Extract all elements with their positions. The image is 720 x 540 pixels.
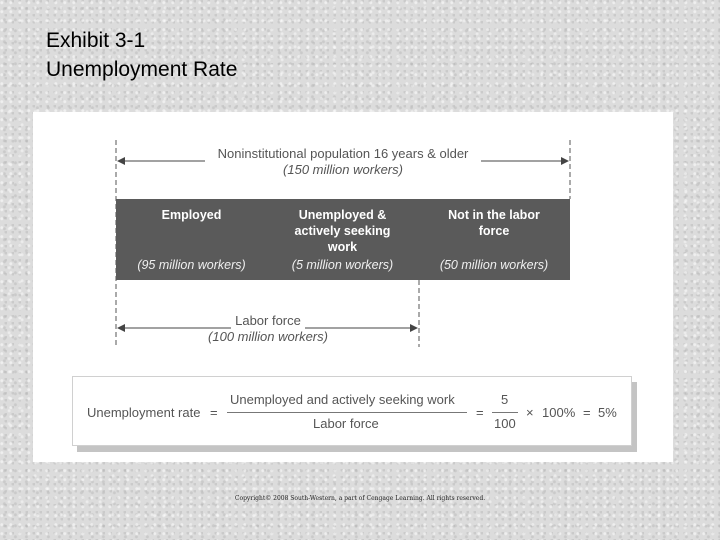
formula-value-bar — [492, 412, 518, 413]
formula-box — [72, 376, 632, 446]
formula-equals-2: = — [476, 405, 484, 420]
labor-category-table — [116, 199, 570, 280]
title-line-exhibit: Exhibit 3-1 — [46, 29, 146, 52]
formula-result: 5% — [598, 405, 617, 420]
exhibit-panel — [33, 112, 673, 462]
formula-equals-3: = — [583, 405, 591, 420]
column-value-employed: (95 million workers) — [137, 258, 246, 272]
copyright-notice: Copyright© 2008 South-Western, a part of Cengage Learning. All rights reserved. — [234, 495, 486, 502]
formula-equals-1: = — [210, 405, 218, 420]
population-label — [205, 146, 481, 178]
formula-num-value: 5 — [501, 392, 509, 407]
formula-percent: 100% — [542, 405, 576, 420]
title-line-topic: Unemployment Rate — [46, 58, 238, 81]
labor-force-label — [195, 313, 341, 345]
column-header-employed: Employed — [161, 208, 222, 222]
slide-title — [46, 26, 237, 84]
column-header-unemployed: Unemployed & actively seeking work — [294, 208, 391, 254]
formula-lhs: Unemployment rate — [87, 405, 201, 420]
labor-force-count: (100 million workers) — [208, 329, 328, 344]
column-value-unemployed: (5 million workers) — [291, 258, 394, 272]
formula-numerator: Unemployed and actively seeking work — [230, 392, 455, 407]
formula-fraction-bar — [227, 412, 467, 413]
formula-den-value: 100 — [494, 416, 516, 431]
column-header-not-in-labor-force: Not in the labor force — [448, 208, 540, 238]
population-count: (150 million workers) — [283, 162, 403, 177]
column-value-not-in-labor-force: (50 million workers) — [439, 258, 549, 272]
formula-times: × — [526, 405, 534, 420]
population-label-text: Noninstitutional population 16 years & older — [217, 146, 469, 161]
formula-denominator: Labor force — [313, 416, 379, 431]
labor-force-label-text: Labor force — [235, 313, 301, 328]
